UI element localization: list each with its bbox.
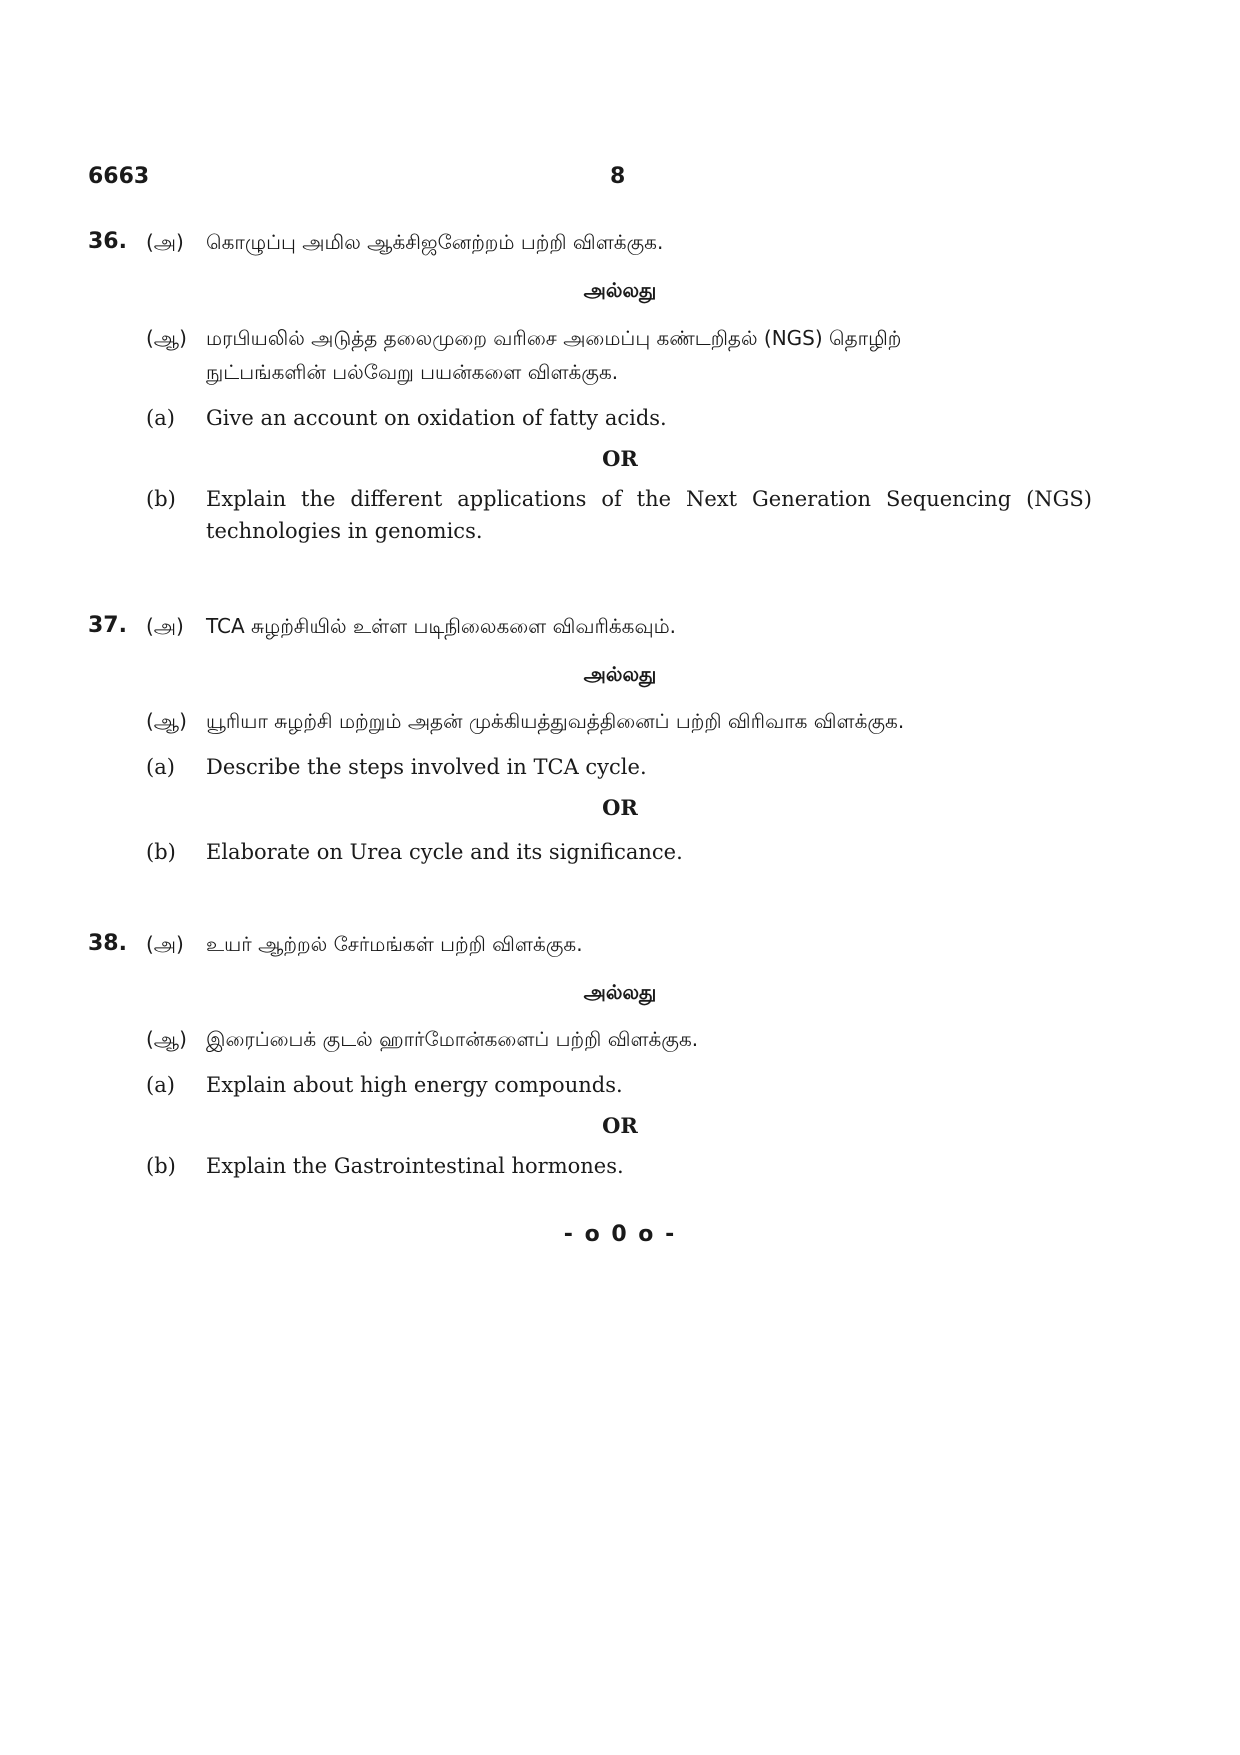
question-number: 37. — [88, 613, 127, 638]
english-option-b-label: (b) — [146, 1154, 176, 1178]
tamil-option-b-label: (ஆ) — [146, 709, 187, 733]
page-number: 8 — [610, 164, 626, 189]
english-option-a-text: Describe the steps involved in TCA cycle. — [206, 755, 647, 779]
english-option-a-text: Give an account on oxidation of fatty acids. — [206, 406, 667, 430]
end-of-paper-mark: - o 0 o - — [563, 1222, 677, 1247]
english-option-a-label: (a) — [146, 755, 175, 779]
english-or-divider: OR — [602, 1113, 638, 1138]
tamil-option-b-label: (ஆ) — [146, 1027, 187, 1051]
tamil-option-a-label: (அ) — [146, 230, 184, 254]
english-option-b-label: (b) — [146, 840, 176, 864]
tamil-option-b-line-1: இரைப்பைக் குடல் ஹார்மோன்களைப் பற்றி விளக்குக. — [206, 1027, 699, 1051]
tamil-option-b-line-2: நுட்பங்களின் பல்வேறு பயன்களை விளக்குக. — [206, 360, 619, 384]
english-option-b-text: Elaborate on Urea cycle and its significance. — [206, 840, 683, 864]
paper-code: 6663 — [88, 164, 150, 189]
tamil-or-divider: அல்லது — [583, 278, 657, 302]
tamil-option-a-label: (அ) — [146, 932, 184, 956]
question-number: 38. — [88, 931, 127, 956]
english-or-divider: OR — [602, 795, 638, 820]
english-option-b-text: Explain the different applications of the Next Generation Sequencing (NGS) technologies in genomics. — [206, 487, 1092, 543]
english-option-a-label: (a) — [146, 1073, 175, 1097]
english-option-a-label: (a) — [146, 406, 175, 430]
tamil-or-divider: அல்லது — [583, 662, 657, 686]
tamil-option-a-text: TCA சுழற்சியில் உள்ள படிநிலைகளை விவரிக்கவும். — [206, 614, 677, 638]
english-option-a-text: Explain about high energy compounds. — [206, 1073, 623, 1097]
tamil-option-a-text: கொழுப்பு அமில ஆக்சிஜனேற்றம் பற்றி விளக்குக. — [206, 230, 664, 254]
english-option-b-label: (b) — [146, 487, 176, 511]
tamil-option-a-label: (அ) — [146, 614, 184, 638]
english-or-divider: OR — [602, 446, 638, 471]
english-option-b-text: Explain the Gastrointestinal hormones. — [206, 1154, 624, 1178]
question-number: 36. — [88, 229, 127, 254]
tamil-option-b-line-1: மரபியலில் அடுத்த தலைமுறை வரிசை அமைப்பு கண்டறிதல் (NGS) தொழிற் — [206, 326, 902, 350]
tamil-or-divider: அல்லது — [583, 980, 657, 1004]
tamil-option-b-line-1: யூரியா சுழற்சி மற்றும் அதன் முக்கியத்துவத்தினைப் பற்றி விரிவாக விளக்குக. — [206, 709, 905, 733]
tamil-option-a-text: உயர் ஆற்றல் சேர்மங்கள் பற்றி விளக்குக. — [206, 932, 583, 956]
tamil-option-b-label: (ஆ) — [146, 326, 187, 350]
